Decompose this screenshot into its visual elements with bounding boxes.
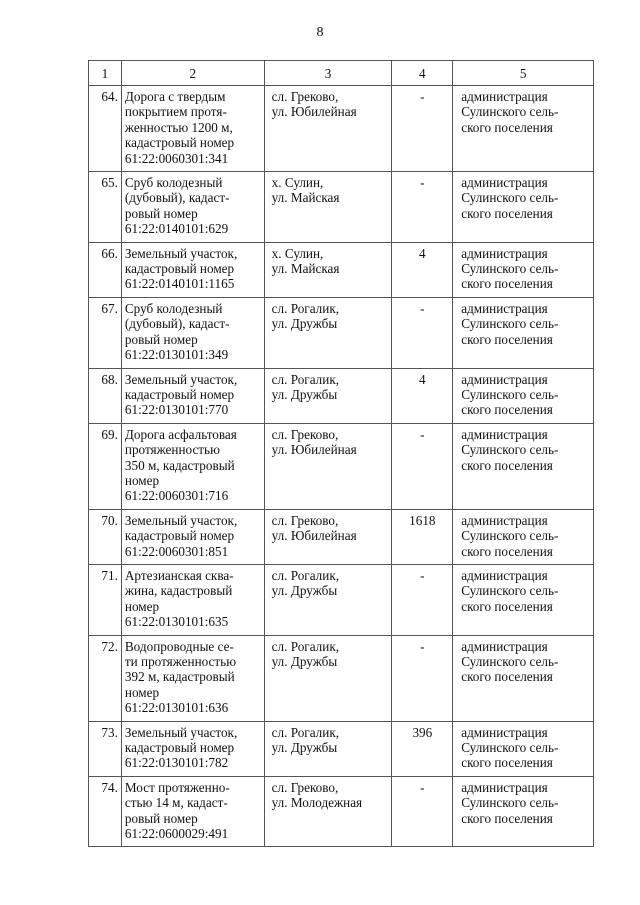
object-location-line: ул. Дружбы	[271, 583, 338, 599]
object-name-line: (дубовый), кадаст-	[124, 190, 230, 206]
row-number: 73.	[89, 721, 122, 776]
object-name-line: протяженностью	[124, 442, 220, 458]
object-name	[121, 368, 264, 423]
object-name-line: ровый номер	[124, 205, 198, 221]
object-location-line: х. Сулин,	[271, 245, 324, 261]
object-area: -	[392, 564, 453, 635]
object-area: -	[392, 172, 453, 243]
object-name-line: 350 м, кадастровый	[124, 457, 235, 473]
object-owner	[453, 368, 594, 423]
object-name-line: покрытием протя-	[124, 104, 227, 120]
table-row	[89, 368, 594, 423]
header-col-3: 3	[264, 61, 392, 86]
object-owner-line: администрация	[461, 245, 548, 261]
object-owner-line: Сулинского сель-	[461, 740, 559, 756]
object-owner-line: ского поселения	[461, 669, 553, 685]
object-name-line: Мост протяженно-	[124, 779, 230, 795]
object-location	[264, 509, 392, 564]
object-name-line: номер	[124, 684, 160, 700]
row-number: 71.	[89, 564, 122, 635]
object-name-line: (дубовый), кадаст-	[124, 316, 230, 332]
object-owner-line: ского поселения	[461, 119, 553, 135]
object-location-line: ул. Дружбы	[271, 386, 338, 402]
object-area: -	[392, 776, 453, 847]
row-number: 68.	[89, 368, 122, 423]
object-owner-line: Сулинского сель-	[461, 442, 559, 458]
object-name-line: 61:22:0060301:341	[124, 150, 229, 166]
object-location-line: х. Сулин,	[271, 175, 324, 191]
object-area: 1618	[392, 509, 453, 564]
object-name-line: Сруб колодезный	[124, 175, 223, 191]
header-col-1: 1	[89, 61, 122, 86]
object-owner-line: Сулинского сель-	[461, 316, 559, 332]
object-area: 4	[392, 242, 453, 297]
object-owner-line: ского поселения	[461, 331, 553, 347]
object-name-line: ти протяженностью	[124, 654, 237, 669]
object-owner-line: ского поселения	[461, 205, 553, 221]
object-owner	[453, 242, 594, 297]
object-name-line: 61:22:0130101:782	[124, 755, 229, 771]
object-name-line: Сруб колодезный	[124, 300, 223, 316]
object-owner-line: администрация	[461, 89, 548, 104]
object-location-line: ул. Юбилейная	[271, 528, 357, 544]
object-owner-line: администрация	[461, 567, 548, 583]
object-location-line: сл. Рогалик,	[271, 724, 340, 740]
object-name	[121, 423, 264, 509]
object-owner-line: ского поселения	[461, 598, 553, 614]
object-location-line: сл. Греково,	[271, 89, 339, 104]
table-row	[89, 242, 594, 297]
object-owner-line: ского поселения	[461, 457, 553, 473]
object-name-line: Водопроводные се-	[124, 638, 234, 654]
object-name-line: ровый номер	[124, 331, 198, 347]
object-owner-line: администрация	[461, 512, 548, 528]
row-number: 65.	[89, 172, 122, 243]
row-number: 69.	[89, 423, 122, 509]
object-name-line: Артезианская сква-	[124, 567, 234, 583]
page-number: 8	[316, 25, 324, 40]
row-number: 70.	[89, 509, 122, 564]
object-owner-line: ского поселения	[461, 755, 553, 771]
table-header	[89, 61, 594, 86]
object-name-line: Земельный участок,	[124, 371, 238, 387]
object-owner-line: Сулинского сель-	[461, 261, 559, 277]
table-row	[89, 635, 594, 721]
object-name-line: Дорога с твердым	[124, 89, 226, 104]
object-location	[264, 86, 392, 172]
table-row	[89, 297, 594, 368]
object-name-line: 61:22:0130101:770	[124, 402, 229, 418]
object-location	[264, 242, 392, 297]
object-name-line: 61:22:0130101:349	[124, 347, 229, 363]
row-number: 67.	[89, 297, 122, 368]
object-owner-line: администрация	[461, 779, 548, 795]
object-name	[121, 86, 264, 172]
object-location-line: сл. Греково,	[271, 779, 339, 795]
object-name	[121, 776, 264, 847]
row-number: 66.	[89, 242, 122, 297]
object-area: -	[392, 423, 453, 509]
object-location-line: ул. Майская	[271, 261, 340, 277]
object-owner	[453, 721, 594, 776]
object-name-line: 61:22:0600029:491	[124, 826, 229, 842]
object-name	[121, 721, 264, 776]
object-owner-line: ского поселения	[461, 810, 553, 826]
object-name-line: 61:22:0140101:1165	[124, 276, 235, 292]
row-number: 72.	[89, 635, 122, 721]
object-location-line: ул. Юбилейная	[271, 104, 357, 120]
object-owner	[453, 297, 594, 368]
object-name-line: кадастровый номер	[124, 528, 235, 544]
header-row	[89, 61, 594, 86]
object-name-line: Земельный участок,	[124, 724, 238, 740]
object-location-line: ул. Молодежная	[271, 795, 363, 811]
row-number: 64.	[89, 86, 122, 172]
object-name	[121, 242, 264, 297]
object-name-line: Дорога асфальтовая	[124, 426, 237, 442]
object-name-line: кадастровый номер	[124, 261, 235, 277]
table-body	[89, 86, 594, 847]
object-location-line: сл. Греково,	[271, 426, 339, 442]
object-location-line: сл. Рогалик,	[271, 371, 340, 387]
object-location	[264, 423, 392, 509]
object-owner	[453, 509, 594, 564]
object-owner-line: администрация	[461, 300, 548, 316]
object-location-line: сл. Рогалик,	[271, 567, 340, 583]
object-name-line: 392 м, кадастровый	[124, 669, 235, 685]
object-area: 396	[392, 721, 453, 776]
object-owner-line: администрация	[461, 371, 548, 387]
object-owner	[453, 423, 594, 509]
object-location-line: ул. Дружбы	[271, 740, 338, 756]
object-owner	[453, 564, 594, 635]
object-owner-line: ского поселения	[461, 543, 553, 559]
object-owner-line: Сулинского сель-	[461, 528, 559, 544]
object-owner-line: Сулинского сель-	[461, 795, 559, 811]
object-owner	[453, 635, 594, 721]
object-location	[264, 721, 392, 776]
object-name-line: ровый номер	[124, 810, 198, 826]
object-name	[121, 509, 264, 564]
object-owner-line: администрация	[461, 724, 548, 740]
object-name	[121, 172, 264, 243]
object-owner-line: Сулинского сель-	[461, 583, 559, 599]
object-location-line: сл. Рогалик,	[271, 638, 340, 654]
object-name-line: кадастровый номер	[124, 386, 235, 402]
object-location	[264, 368, 392, 423]
object-owner-line: Сулинского сель-	[461, 654, 559, 669]
object-location-line: ул. Юбилейная	[271, 442, 357, 458]
object-name	[121, 297, 264, 368]
object-owner-line: Сулинского сель-	[461, 104, 559, 120]
object-name-line: 61:22:0130101:636	[124, 700, 229, 716]
object-owner-line: Сулинского сель-	[461, 386, 559, 402]
object-owner	[453, 86, 594, 172]
table-row	[89, 564, 594, 635]
object-owner-line: Сулинского сель-	[461, 190, 559, 206]
object-location-line: ул. Дружбы	[271, 654, 338, 669]
table-row	[89, 509, 594, 564]
object-owner-line: ского поселения	[461, 402, 553, 418]
object-owner-line: ского поселения	[461, 276, 553, 292]
object-location-line: ул. Дружбы	[271, 316, 338, 332]
object-location-line: сл. Рогалик,	[271, 300, 340, 316]
object-name-line: 61:22:0060301:851	[124, 543, 229, 559]
object-area: -	[392, 86, 453, 172]
object-owner-line: администрация	[461, 175, 548, 191]
object-name-line: 61:22:0140101:629	[124, 221, 229, 237]
object-name-line: 61:22:0130101:635	[124, 614, 229, 630]
object-owner	[453, 172, 594, 243]
property-table	[88, 60, 594, 847]
object-area: -	[392, 297, 453, 368]
object-owner-line: администрация	[461, 638, 548, 654]
object-name-line: женностью 1200 м,	[124, 119, 233, 135]
object-location	[264, 297, 392, 368]
object-area: 4	[392, 368, 453, 423]
header-col-4: 4	[392, 61, 453, 86]
object-name-line: стью 14 м, кадаст-	[124, 795, 228, 811]
object-name	[121, 635, 264, 721]
table-row	[89, 172, 594, 243]
object-name-line: кадастровый номер	[124, 135, 235, 151]
object-name-line: 61:22:0060301:716	[124, 488, 229, 504]
row-number: 74.	[89, 776, 122, 847]
object-name-line: кадастровый номер	[124, 740, 235, 756]
table-row	[89, 423, 594, 509]
object-name-line: номер	[124, 598, 160, 614]
header-col-2: 2	[121, 61, 264, 86]
object-location	[264, 564, 392, 635]
object-name-line: жина, кадастровый	[124, 583, 233, 599]
object-name-line: Земельный участок,	[124, 512, 238, 528]
object-name-line: номер	[124, 472, 160, 488]
object-area: -	[392, 635, 453, 721]
table-row	[89, 776, 594, 847]
object-location-line: сл. Греково,	[271, 512, 339, 528]
object-location	[264, 635, 392, 721]
object-owner	[453, 776, 594, 847]
object-location	[264, 172, 392, 243]
object-owner-line: администрация	[461, 426, 548, 442]
object-name	[121, 564, 264, 635]
object-name-line: Земельный участок,	[124, 245, 238, 261]
table-row	[89, 721, 594, 776]
header-col-5: 5	[453, 61, 594, 86]
table-row	[89, 86, 594, 172]
object-location-line: ул. Майская	[271, 190, 340, 206]
object-location	[264, 776, 392, 847]
